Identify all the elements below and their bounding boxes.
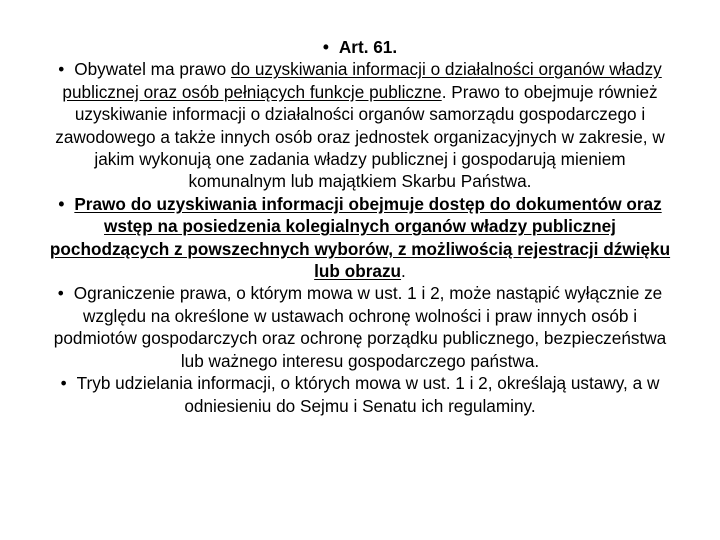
paragraph-4 <box>48 372 672 417</box>
paragraph-1-rest: . Prawo to obejmuje również uzyskiwanie informacji o działalności organów samorządu gospodarczego i zawodowego a także innych osób oraz jednostek organizacyjnych w zakresie, w jakim wykonują one zadania władzy publicznej i gospodarują mieniem komunalnym lub majątkiem Skarbu Państwa. <box>55 81 665 192</box>
paragraph-1 <box>48 58 672 192</box>
paragraph-3-text: Ograniczenie prawa, o którym mowa w ust. 1 i 2, może nastąpić wyłącznie ze względu na określone w ustawach ochronę wolności i praw innych osób i podmiotów gospodarczych oraz ochronę porządku publicznego, bezpieczeństwa lub ważnego interesu gospodarczego państwa. <box>53 283 667 371</box>
bullet-marker: • <box>58 193 65 214</box>
paragraph-4-text: Tryb udzielania informacji, o których mowa w ust. 1 i 2, określają ustawy, a w odniesieniu do Sejmu i Senatu ich regulaminy. <box>76 373 660 416</box>
article-title-text: Art. 61. <box>338 37 398 57</box>
bullet-marker: • <box>58 59 65 80</box>
bullet-marker: • <box>322 37 329 57</box>
bullet-marker: • <box>57 283 64 304</box>
article-title <box>48 36 672 58</box>
paragraph-1-lead: Obywatel ma prawo <box>74 59 231 80</box>
paragraph-3 <box>48 282 672 372</box>
paragraph-2-end: . <box>401 261 406 282</box>
bullet-marker: • <box>60 373 67 394</box>
paragraph-1-underlined: do uzyskiwania informacji o działalności organów władzy publicznej oraz osób pełniących funkcje publiczne <box>62 59 662 102</box>
paragraph-2-bold-underlined: Prawo do uzyskiwania informacji obejmuje dostęp do dokumentów oraz wstęp na posiedzenia kolegialnych organów władzy publicznej pochodzących z powszechnych wyborów, z możliwością rejestracji dźwięku lub obrazu <box>49 193 671 282</box>
paragraph-2 <box>48 193 672 283</box>
slide-body <box>48 36 672 417</box>
